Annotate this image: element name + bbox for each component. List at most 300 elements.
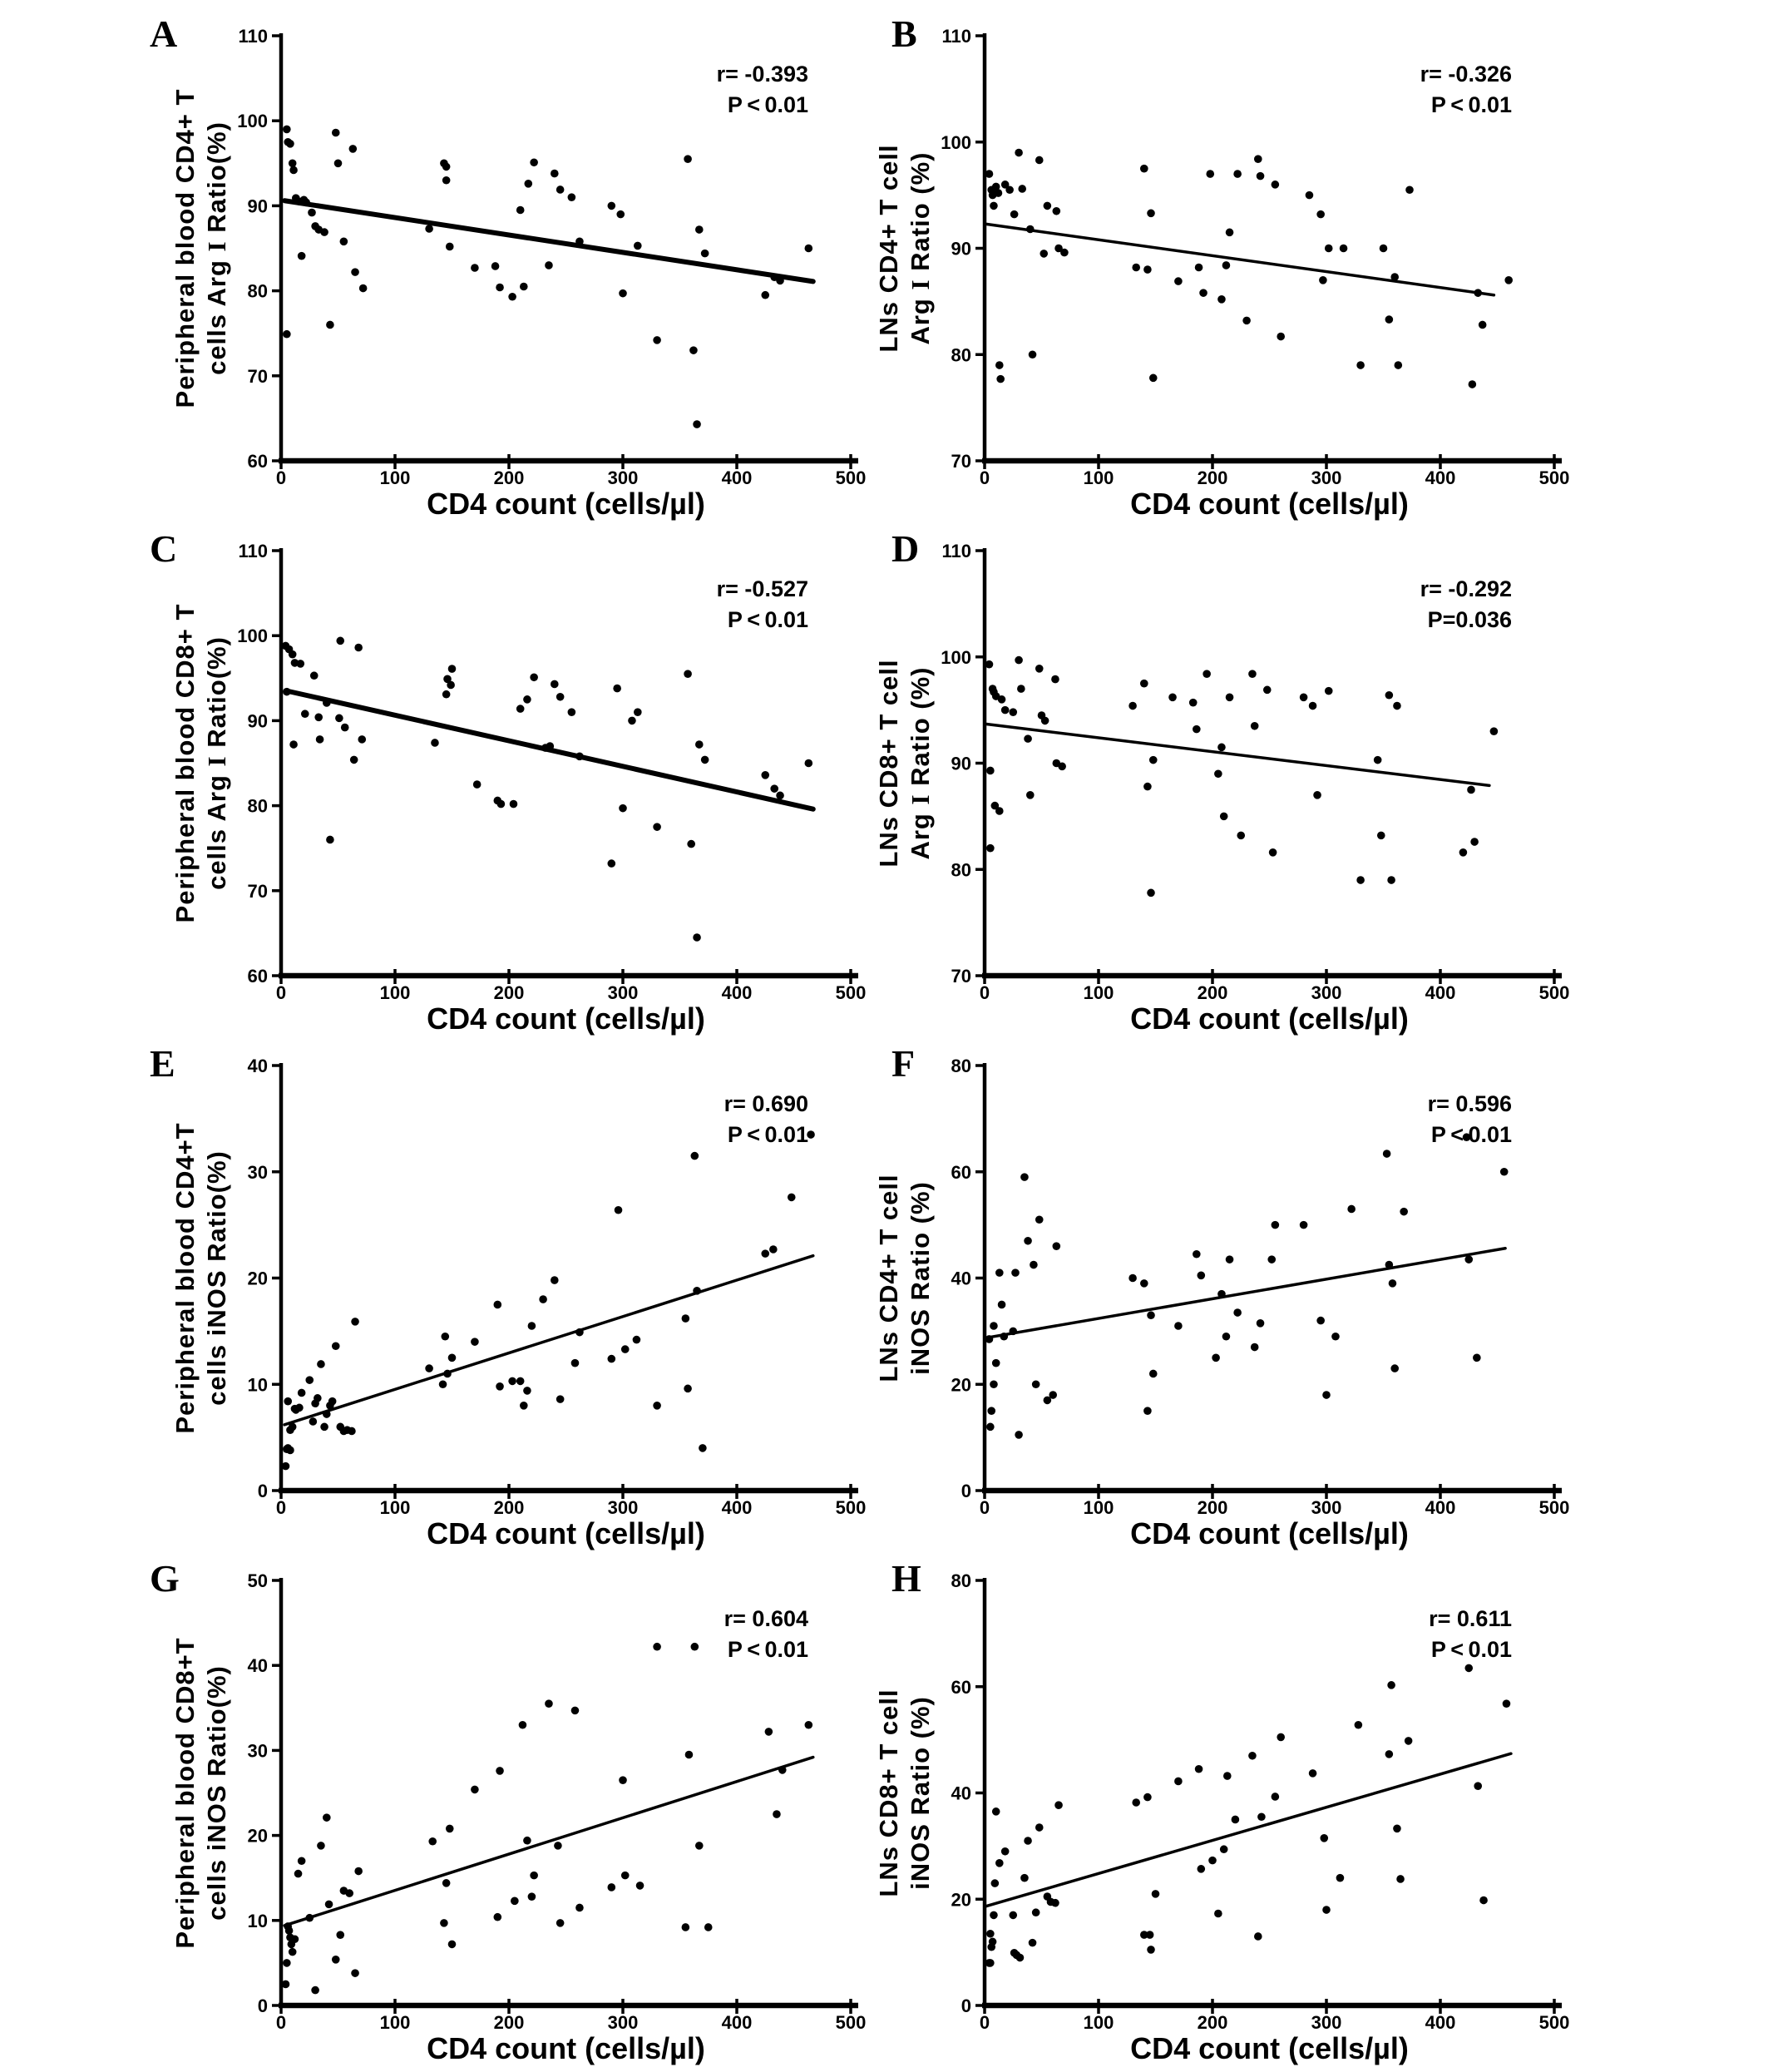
x-tick-label: 500	[1538, 982, 1570, 1003]
data-point	[332, 1956, 340, 1964]
data-point	[778, 1766, 787, 1774]
regression-line	[284, 200, 813, 281]
y-tick-label: 100	[941, 131, 971, 153]
data-point	[1316, 210, 1325, 219]
data-point	[1322, 1906, 1331, 1914]
data-point	[1132, 264, 1140, 272]
data-point	[1226, 1255, 1234, 1263]
y-tick-label: 80	[951, 1056, 971, 1076]
data-point	[608, 1355, 616, 1363]
data-point	[805, 245, 813, 253]
regression-line	[284, 1758, 813, 1926]
data-point	[571, 1359, 580, 1367]
data-point	[298, 1857, 306, 1865]
data-point	[1385, 1750, 1394, 1758]
data-point	[551, 170, 559, 178]
x-tick-label: 400	[1425, 982, 1456, 1003]
data-point	[653, 336, 661, 344]
data-point	[685, 1751, 694, 1759]
data-point	[1054, 1801, 1063, 1809]
data-point	[1024, 1837, 1032, 1845]
x-tick-label: 200	[1197, 467, 1228, 488]
regression-line	[985, 224, 1494, 295]
data-point	[1149, 1370, 1158, 1378]
y-axis-title-line: Arg I Ratio (%)	[906, 151, 935, 345]
data-point	[1206, 170, 1214, 178]
data-point	[348, 1427, 356, 1436]
data-point	[761, 291, 769, 299]
data-point	[296, 660, 304, 668]
y-tick-label: 90	[247, 195, 268, 217]
data-point	[1140, 1279, 1148, 1288]
data-point	[699, 1444, 707, 1452]
data-point	[1387, 876, 1395, 884]
data-point	[539, 1295, 547, 1303]
data-point	[1470, 838, 1479, 846]
data-point	[1263, 686, 1272, 695]
data-point	[1024, 1237, 1032, 1245]
data-point	[326, 836, 334, 844]
data-point	[359, 284, 368, 293]
panel-letter: D	[891, 527, 920, 570]
data-point	[1143, 265, 1152, 274]
data-point	[1198, 1272, 1206, 1280]
data-point	[1010, 210, 1019, 219]
data-point	[682, 1923, 690, 1931]
data-point	[653, 823, 661, 831]
data-point	[1223, 1772, 1232, 1780]
y-tick-label: 70	[247, 365, 268, 387]
data-point	[1257, 1319, 1265, 1328]
data-point	[441, 1333, 449, 1341]
data-point	[1473, 1354, 1481, 1362]
data-point	[1355, 1721, 1363, 1729]
x-tick-label: 200	[493, 467, 525, 488]
data-point	[289, 740, 298, 749]
data-point	[1143, 1793, 1152, 1802]
data-point	[284, 1397, 292, 1406]
data-point	[1149, 374, 1158, 383]
data-point	[1300, 1221, 1308, 1229]
data-point	[448, 665, 457, 673]
data-point	[1000, 1333, 1008, 1341]
data-point	[545, 1699, 553, 1708]
data-point	[985, 1335, 994, 1343]
data-point	[1459, 848, 1468, 857]
data-point	[990, 1380, 998, 1388]
data-point	[1024, 734, 1032, 743]
y-tick-label: 110	[238, 26, 268, 47]
panel-letter: B	[891, 12, 917, 55]
y-axis-title-line: Arg I Ratio (%)	[906, 666, 935, 860]
data-point	[289, 1948, 297, 1956]
data-point	[1016, 1954, 1025, 1962]
data-point	[496, 1382, 504, 1391]
data-point	[317, 1842, 325, 1850]
data-point	[1479, 1896, 1488, 1905]
data-point	[350, 756, 358, 764]
y-tick-label: 80	[247, 795, 268, 817]
x-axis-title: CD4 count (cells/µl)	[1130, 1516, 1409, 1550]
data-point	[1053, 207, 1061, 215]
x-axis-title: CD4 count (cells/µl)	[427, 1516, 705, 1550]
data-point	[289, 1423, 297, 1432]
data-point	[1322, 1391, 1331, 1399]
data-point	[308, 209, 316, 217]
data-point	[1035, 665, 1044, 673]
x-axis-title: CD4 count (cells/µl)	[1130, 2031, 1409, 2065]
data-point	[693, 1287, 701, 1295]
data-point	[653, 1643, 661, 1651]
x-tick-label: 0	[275, 1497, 287, 1518]
data-point	[1377, 832, 1385, 840]
data-point	[1015, 656, 1023, 665]
data-point	[1309, 1769, 1317, 1778]
data-point	[1395, 361, 1403, 369]
data-point	[1504, 276, 1513, 284]
panel-letter: C	[150, 527, 178, 570]
data-point	[325, 1901, 333, 1909]
x-tick-label: 200	[493, 1497, 525, 1518]
data-point	[1009, 708, 1017, 716]
data-point	[1195, 264, 1203, 272]
data-point	[998, 1301, 1006, 1309]
data-point	[995, 1268, 1004, 1277]
data-point	[1212, 1354, 1220, 1362]
y-tick-label: 90	[951, 238, 971, 260]
y-axis-title-line: iNOS Ratio (%)	[906, 1696, 935, 1890]
panel-B	[874, 12, 1569, 521]
data-point	[989, 1938, 997, 1946]
data-point	[1147, 1946, 1155, 1954]
data-point	[295, 1404, 304, 1412]
data-point	[568, 708, 576, 716]
data-point	[289, 160, 297, 168]
y-tick-label: 30	[247, 1161, 268, 1183]
data-point	[1030, 1261, 1038, 1269]
data-point	[425, 1364, 433, 1372]
r-value-label: r= -0.393	[716, 62, 808, 87]
data-point	[294, 1870, 303, 1878]
data-point	[776, 792, 784, 800]
y-tick-label: 40	[247, 1056, 268, 1076]
data-point	[320, 1423, 328, 1432]
data-point	[289, 650, 297, 659]
data-point	[1060, 249, 1069, 257]
data-point	[328, 1397, 337, 1406]
data-point	[1313, 791, 1321, 799]
data-point	[351, 268, 359, 276]
x-tick-label: 0	[275, 982, 287, 1003]
r-value-label: r= 0.604	[723, 1606, 808, 1631]
data-point	[546, 742, 555, 750]
x-axis-title: CD4 count (cells/µl)	[1130, 1001, 1409, 1036]
panel-E	[150, 1042, 866, 1550]
data-point	[996, 375, 1005, 383]
y-tick-label: 60	[247, 966, 268, 987]
data-point	[634, 708, 642, 716]
data-point	[1174, 1778, 1183, 1786]
data-point	[575, 1328, 584, 1337]
data-point	[1390, 273, 1399, 281]
data-point	[314, 1394, 322, 1402]
y-axis-title-line: Peripheral blood CD8+ T	[170, 603, 200, 923]
y-tick-label: 20	[951, 1889, 971, 1911]
y-tick-label: 80	[951, 859, 971, 881]
data-point	[636, 1882, 644, 1890]
data-point	[1143, 1407, 1152, 1415]
data-point	[358, 735, 366, 744]
data-point	[545, 261, 553, 270]
data-point	[1193, 1250, 1201, 1259]
x-tick-label: 100	[379, 2012, 411, 2033]
y-axis-title-line: LNs CD4+ T cell	[874, 144, 903, 353]
data-point	[1041, 717, 1049, 725]
x-tick-label: 0	[979, 1497, 990, 1518]
data-point	[442, 1879, 451, 1887]
y-tick-label: 90	[951, 753, 971, 774]
data-point	[1257, 172, 1265, 180]
x-tick-label: 100	[379, 467, 411, 488]
data-point	[1248, 1752, 1257, 1760]
r-value-label: r= -0.527	[716, 576, 808, 601]
data-point	[508, 293, 516, 301]
data-point	[1325, 245, 1333, 253]
data-point	[608, 1883, 616, 1892]
y-axis-title-line: cells iNOS Ratio(%)	[202, 1665, 231, 1921]
data-point	[508, 1377, 516, 1386]
data-point	[684, 1385, 692, 1393]
data-point	[345, 1889, 353, 1897]
data-point	[320, 228, 328, 236]
y-tick-label: 0	[961, 1995, 971, 2016]
data-point	[634, 242, 642, 250]
y-tick-label: 110	[238, 541, 268, 561]
data-point	[494, 1913, 502, 1921]
data-point	[1128, 1274, 1137, 1283]
data-point	[1226, 693, 1234, 701]
data-point	[1490, 727, 1499, 735]
panel-letter: H	[891, 1557, 921, 1600]
data-point	[443, 1370, 452, 1378]
regression-line	[985, 1249, 1505, 1338]
data-point	[575, 753, 584, 761]
data-point	[1149, 756, 1158, 764]
data-point	[575, 238, 584, 246]
data-point	[282, 1981, 290, 1989]
data-point	[684, 670, 692, 678]
data-point	[761, 1249, 769, 1258]
data-point	[332, 1342, 340, 1350]
data-point	[530, 673, 538, 681]
data-point	[1269, 848, 1277, 857]
data-point	[992, 1359, 1000, 1367]
data-point	[1347, 1205, 1356, 1214]
data-point	[1140, 680, 1148, 688]
data-point	[341, 724, 349, 732]
data-point	[1217, 1290, 1226, 1298]
data-point	[1147, 210, 1155, 218]
data-point	[1208, 1857, 1217, 1865]
data-point	[1356, 361, 1365, 369]
data-point	[633, 1336, 641, 1344]
data-point	[695, 740, 704, 749]
x-tick-label: 0	[275, 2012, 287, 2033]
x-axis-title: CD4 count (cells/µl)	[427, 487, 705, 521]
data-point	[1222, 1333, 1231, 1341]
data-point	[1035, 1215, 1044, 1224]
data-point	[990, 1911, 998, 1920]
data-point	[701, 756, 709, 764]
data-point	[693, 933, 701, 942]
y-tick-label: 80	[247, 280, 268, 302]
data-point	[351, 1318, 359, 1326]
data-point	[323, 1813, 331, 1822]
r-value-label: r= 0.611	[1429, 1606, 1512, 1631]
data-point	[301, 710, 309, 718]
data-point	[305, 1376, 314, 1384]
data-point	[1044, 202, 1052, 210]
data-point	[336, 637, 344, 645]
data-point	[496, 284, 504, 292]
data-point	[471, 1786, 479, 1794]
y-tick-label: 100	[941, 646, 971, 668]
data-point	[351, 1969, 359, 1977]
panel-F	[874, 1042, 1569, 1550]
y-axis-title-line: iNOS Ratio (%)	[906, 1181, 935, 1375]
x-tick-label: 500	[835, 467, 867, 488]
data-point	[1340, 245, 1348, 253]
data-point	[302, 199, 310, 207]
data-point	[446, 1825, 454, 1833]
data-point	[528, 1322, 536, 1330]
data-point	[1032, 1908, 1040, 1916]
data-point	[1049, 1391, 1057, 1399]
data-point	[1029, 1939, 1037, 1947]
panel-D	[874, 527, 1569, 1036]
data-point	[524, 180, 532, 188]
data-point	[431, 739, 439, 747]
x-tick-label: 300	[607, 2012, 639, 2033]
data-point	[471, 264, 479, 272]
data-point	[619, 804, 627, 813]
data-point	[1189, 699, 1198, 707]
y-axis-title-line: Peripheral blood CD8+T	[170, 1637, 200, 1949]
data-point	[1035, 1823, 1044, 1832]
data-point	[776, 277, 784, 285]
data-point	[1254, 1932, 1262, 1941]
data-point	[1251, 1343, 1259, 1352]
data-point	[1277, 1733, 1285, 1742]
data-point	[1147, 889, 1155, 898]
x-tick-label: 100	[1083, 1497, 1114, 1518]
data-point	[496, 1767, 504, 1775]
data-point	[805, 1721, 813, 1729]
data-point	[523, 1387, 531, 1395]
data-point	[1174, 1322, 1183, 1330]
data-point	[335, 715, 343, 723]
y-tick-label: 90	[247, 710, 268, 732]
y-tick-label: 10	[247, 1910, 268, 1931]
data-point	[442, 163, 451, 171]
data-point	[1277, 333, 1285, 341]
data-point	[298, 1389, 306, 1397]
data-point	[1220, 813, 1228, 821]
y-axis-title-line: cells Arg I Ratio(%)	[202, 636, 231, 890]
data-point	[695, 225, 704, 234]
data-point	[761, 771, 769, 779]
x-tick-label: 500	[835, 982, 867, 1003]
data-point	[805, 759, 813, 768]
data-point	[1385, 1261, 1394, 1269]
data-point	[323, 699, 331, 707]
data-point	[442, 690, 451, 699]
data-point	[986, 844, 995, 853]
y-axis-title-line: Peripheral blood CD4+T	[170, 1122, 200, 1434]
x-tick-label: 200	[493, 982, 525, 1003]
x-tick-label: 100	[379, 982, 411, 1003]
data-point	[621, 1345, 630, 1353]
data-point	[428, 1837, 437, 1846]
data-point	[1254, 155, 1262, 163]
x-axis-title: CD4 count (cells/µl)	[1130, 487, 1409, 521]
data-point	[998, 695, 1006, 704]
data-point	[1005, 185, 1014, 194]
y-tick-label: 10	[247, 1374, 268, 1396]
y-tick-label: 40	[951, 1268, 971, 1289]
data-point	[1320, 1834, 1328, 1842]
data-point	[1267, 1255, 1276, 1263]
data-point	[1248, 670, 1257, 678]
data-point	[298, 252, 306, 260]
data-point	[684, 155, 692, 163]
x-tick-label: 100	[379, 1497, 411, 1518]
data-point	[770, 784, 778, 793]
p-value-label: P < 0.01	[727, 92, 808, 117]
data-point	[530, 1872, 538, 1880]
data-point	[1051, 1899, 1059, 1907]
data-point	[986, 1423, 995, 1432]
data-point	[788, 1194, 796, 1202]
x-tick-label: 200	[493, 2012, 525, 2033]
data-point	[990, 1322, 998, 1330]
data-point	[323, 1410, 331, 1418]
x-tick-label: 400	[721, 2012, 753, 2033]
data-point	[523, 695, 531, 704]
data-point	[1143, 783, 1152, 791]
data-point	[689, 346, 698, 354]
y-axis-title-line: Peripheral blood CD4+ T	[170, 88, 200, 408]
data-point	[1152, 1890, 1160, 1898]
data-point	[491, 262, 500, 270]
data-point	[1174, 277, 1183, 285]
data-point	[1385, 691, 1394, 700]
data-point	[608, 202, 616, 210]
data-point	[1383, 1150, 1391, 1158]
data-point	[1257, 1812, 1266, 1821]
data-point	[1020, 1874, 1029, 1882]
data-point	[1300, 693, 1308, 701]
data-point	[354, 644, 363, 652]
data-point	[995, 361, 1004, 369]
data-point	[1035, 156, 1044, 165]
panel-letter: G	[150, 1557, 180, 1600]
data-point	[446, 243, 454, 251]
x-tick-label: 100	[1083, 982, 1114, 1003]
data-point	[1464, 1255, 1473, 1263]
p-value-label: P < 0.01	[1430, 1122, 1512, 1147]
y-tick-label: 20	[247, 1825, 268, 1847]
